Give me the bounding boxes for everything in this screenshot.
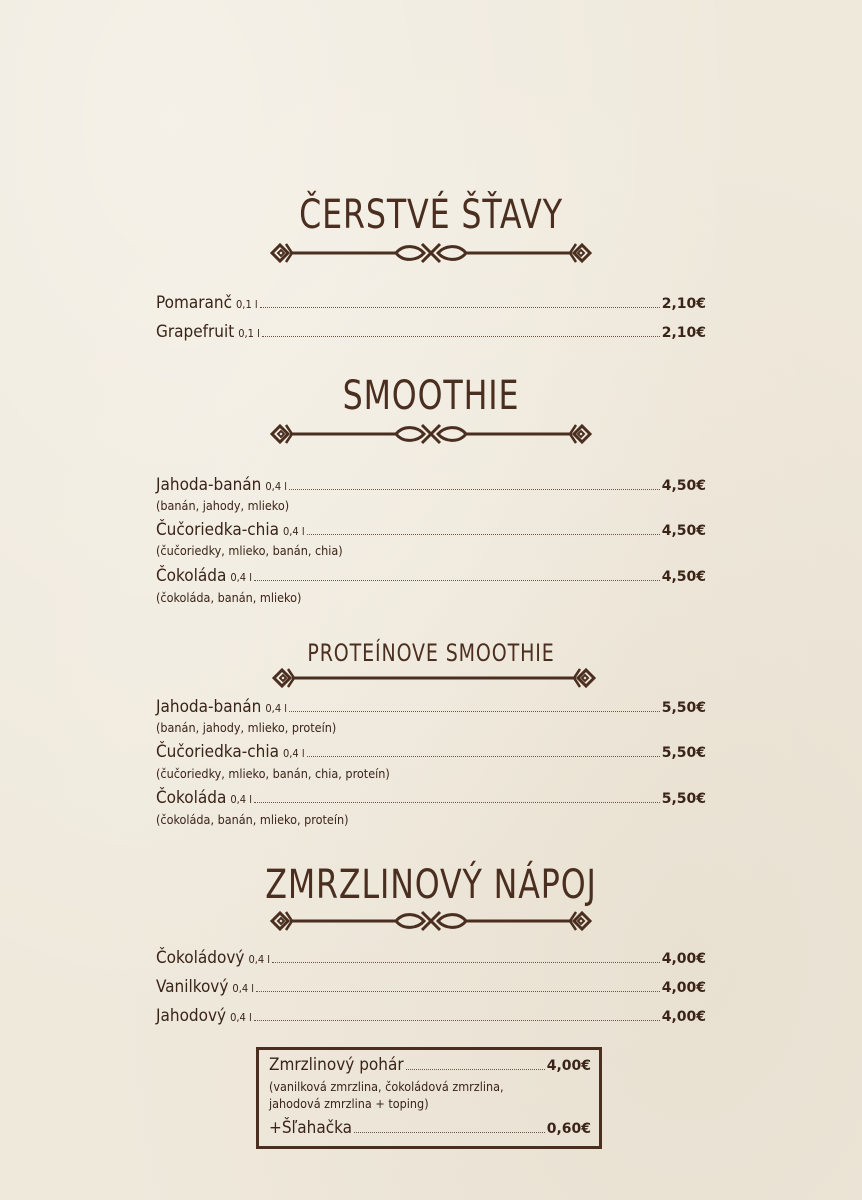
item-price: 4,00€: [661, 980, 706, 996]
item-description: (vanilková zmrzlina, čokoládová zmrzlina,: [269, 1079, 504, 1094]
item-name: +Šľahačka: [269, 1118, 353, 1138]
item-price: 4,50€: [661, 523, 706, 539]
item-name: Čučoriedka-chia: [156, 742, 279, 762]
ornament-divider-icon: [268, 908, 594, 934]
item-description: jahodová zmrzlina + toping): [269, 1096, 429, 1111]
item-name: Čokoládový: [156, 948, 245, 968]
menu-item: [156, 475, 706, 497]
item-price: 0,60€: [546, 1121, 591, 1137]
ornament-divider-icon: [268, 240, 594, 266]
heading-ice-cream-drink: ZMRZLINOVÝ NÁPOJ: [265, 862, 597, 908]
item-description: (banán, jahody, mlieko): [156, 498, 290, 513]
item-description: (čučoriedky, mlieko, banán, chia, proteín): [156, 766, 390, 781]
dot-leader: [262, 335, 660, 337]
item-name: Jahoda-banán: [156, 475, 262, 495]
menu-item: [156, 788, 706, 810]
ornament-divider-icon: [268, 421, 594, 447]
item-price: 4,50€: [661, 478, 706, 494]
item-name: Čokoláda: [156, 566, 227, 586]
menu-item: [156, 742, 706, 764]
item-price: 4,00€: [546, 1058, 591, 1074]
item-volume: 0,4 l: [248, 953, 271, 966]
item-volume: 0,4 l: [230, 571, 252, 584]
menu-item: [156, 697, 706, 719]
sundae-box: [256, 1047, 602, 1149]
dot-leader: [354, 1131, 545, 1133]
ornament-line-icon: [270, 665, 598, 691]
item-price: 5,50€: [661, 791, 706, 807]
dot-leader: [289, 488, 660, 490]
menu-item: [156, 566, 706, 588]
item-volume: 0,4 l: [282, 747, 305, 760]
item-price: 5,50€: [661, 745, 706, 761]
dot-leader: [307, 755, 660, 757]
item-volume: 0,4 l: [232, 982, 255, 995]
menu-item: [156, 1006, 706, 1028]
menu-item: [156, 322, 706, 344]
item-volume: 0,4 l: [265, 480, 288, 493]
item-name: Jahoda-banán: [156, 697, 262, 717]
menu-item: [156, 977, 706, 999]
item-price: 4,50€: [661, 569, 706, 585]
item-volume: 0,1 l: [236, 298, 258, 311]
dot-leader: [307, 533, 660, 535]
item-price: 2,10€: [661, 325, 706, 341]
item-description: (banán, jahody, mlieko, proteín): [156, 720, 337, 735]
item-volume: 0,1 l: [238, 327, 260, 340]
item-volume: 0,4 l: [282, 525, 305, 538]
dot-leader: [254, 1019, 660, 1021]
item-price: 5,50€: [661, 700, 706, 716]
item-name: Zmrzlinový pohár: [269, 1055, 404, 1075]
menu-item: [269, 1055, 591, 1075]
item-volume: 0,4 l: [265, 702, 288, 715]
item-description: (čokoláda, banán, mlieko, proteín): [156, 812, 349, 827]
item-volume: 0,4 l: [230, 1011, 252, 1024]
heading-protein-smoothie: PROTEÍNOVE SMOOTHIE: [307, 639, 555, 667]
dot-leader: [289, 710, 660, 712]
item-name: Jahodový: [156, 1006, 227, 1026]
item-name: Pomaranč: [156, 293, 233, 313]
item-price: 4,00€: [661, 1009, 706, 1025]
item-volume: 0,4 l: [230, 793, 252, 806]
item-description: (čučoriedky, mlieko, banán, chia): [156, 543, 343, 558]
menu-item-extra: [269, 1118, 591, 1138]
dot-leader: [254, 801, 660, 803]
item-name: Vanilkový: [156, 977, 229, 997]
menu-item: [156, 948, 706, 970]
heading-smoothie: SMOOTHIE: [342, 373, 520, 419]
dot-leader: [272, 961, 660, 963]
dot-leader: [260, 306, 660, 308]
item-name: Čučoriedka-chia: [156, 520, 279, 540]
item-name: Čokoláda: [156, 788, 227, 808]
item-price: 4,00€: [661, 951, 706, 967]
menu-item: [156, 293, 706, 315]
item-description: (čokoláda, banán, mlieko): [156, 590, 302, 605]
item-name: Grapefruit: [156, 322, 235, 342]
dot-leader: [406, 1068, 545, 1070]
heading-fresh-juices: ČERSTVÉ ŠŤAVY: [299, 192, 563, 238]
dot-leader: [254, 579, 660, 581]
item-price: 2,10€: [661, 296, 706, 312]
dot-leader: [256, 990, 660, 992]
menu-item: [156, 520, 706, 542]
